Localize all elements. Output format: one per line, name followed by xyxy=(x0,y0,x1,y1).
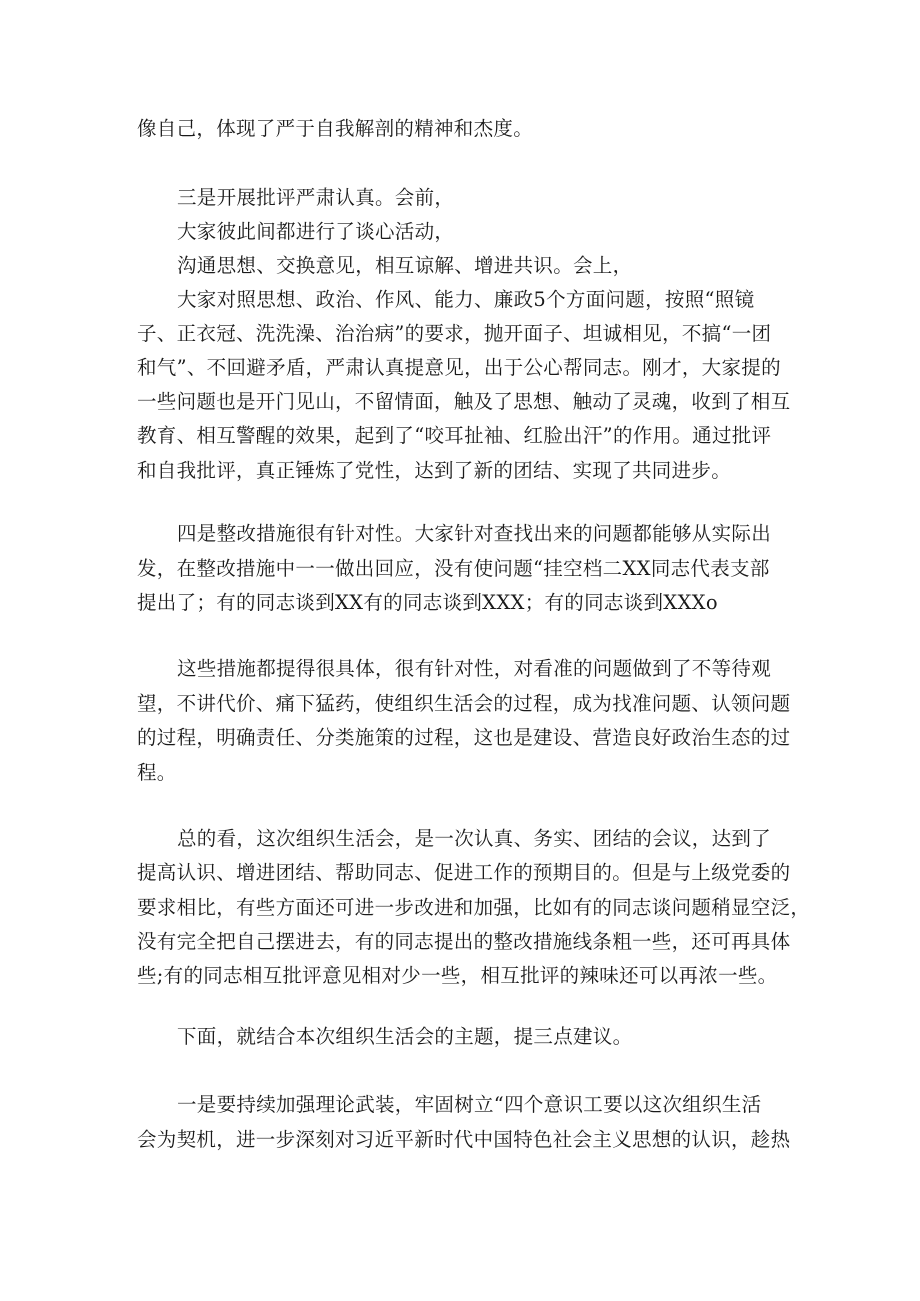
text-line: 子、正衣冠、洗洗澡、治治病”的要求，抛开面子、坦诚相见，不搞“一团 xyxy=(137,322,772,345)
text-line: 大家对照思想、政治、作风、能力、廉政5个方面问题，按照“照镜 xyxy=(177,288,755,311)
text-line: 发，在整改措施中一一做出回应，没有使问题“挂空档二XX同志代表支部 xyxy=(137,557,770,580)
text-line: 沟通思想、交换意见，相互谅解、增进共识。会上， xyxy=(177,254,633,277)
text-line: 和气”、不回避矛盾，严肃认真提意见，出于公心帮同志。刚才，大家提的 xyxy=(137,356,781,379)
text-line: 些;有的同志相互批评意见相对少一些，相互批评的辣味还可以再浓一些。 xyxy=(137,964,778,987)
paragraph-start-line: 总的看，这次组织生活会，是一次认真、务实、团结的会议，达到了 xyxy=(177,827,772,850)
text-line: 程。 xyxy=(137,761,177,784)
paragraph-start-line: 这些措施都提得很具体，很有针对性，对看准的问题做到了不等待观 xyxy=(177,657,772,680)
paragraph-start-line: 一是要持续加强理论武装，牢固树立“四个意识工要以这次组织生活 xyxy=(177,1093,762,1116)
text-line: 要求相比，有些方面还可进一步改进和加强，比如有的同志谈问题稍显空泛， xyxy=(137,896,811,919)
paragraph-start-line: 三是开展批评严肃认真。会前， xyxy=(177,186,455,209)
text-line: 望，不讲代价、痛下猛药，使组织生活会的过程，成为找准问题、认领问题 xyxy=(137,692,791,715)
text-line: 提出了；有的同志谈到XX有的同志谈到XXX；有的同志谈到XXXo xyxy=(137,591,718,614)
text-line: 的过程，明确责任、分类施策的过程，这也是建设、营造良好政治生态的过 xyxy=(137,726,791,749)
text-line: 没有完全把自己摆进去，有的同志提出的整改措施线条粗一些，还可再具体 xyxy=(137,930,791,953)
text-line: 一些问题也是开门见山，不留情面，触及了思想、触动了灵魂，收到了相互 xyxy=(137,390,791,413)
paragraph-start-line: 下面，就结合本次组织生活会的主题，提三点建议。 xyxy=(177,1025,633,1048)
text-line: 提高认识、增进团结、帮助同志、促进工作的预期目的。但是与上级党委的 xyxy=(137,861,791,884)
text-line: 像自己，体现了严于自我解剖的精神和杰度。 xyxy=(137,117,534,140)
text-line: 会为契机，进一步深刻对习近平新时代中国特色社会主义思想的认识，趁热 xyxy=(137,1128,791,1151)
text-line: 教育、相互警醒的效果，起到了“咬耳扯袖、红脸出汗”的作用。通过批评 xyxy=(137,424,772,447)
text-line: 和自我批评，真正锤炼了党性，达到了新的团结、实现了共同进步。 xyxy=(137,459,732,482)
text-line: 大家彼此间都进行了谈心活动， xyxy=(177,220,455,243)
paragraph-start-line: 四是整改措施很有针对性。大家针对查找出来的问题都能够从实际出 xyxy=(177,522,772,545)
